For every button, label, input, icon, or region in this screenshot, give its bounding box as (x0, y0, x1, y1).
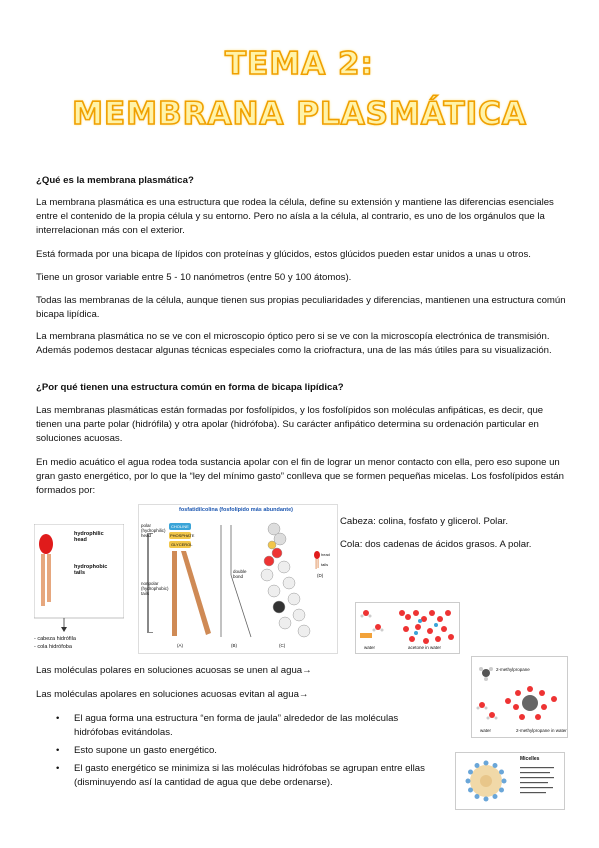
methylpropane-water-figure (471, 656, 568, 738)
double-bond-label: double bond (233, 569, 247, 579)
methylpropane-label: 2-methylpropane (496, 667, 530, 672)
heading-que-es: ¿Qué es la membrana plasmática? (36, 175, 194, 186)
heading-por-que: ¿Por qué tienen una estructura común en forma de bicapa lipídica? (36, 382, 344, 393)
phospholipid-simple-figure (34, 524, 124, 652)
cola-description: Cola: dos cadenas de ácidos grasos. A polar. (340, 538, 532, 550)
bullet-item-energy: • Esto supone un gasto energético. (56, 744, 426, 758)
nonpolar-tails-label: nonpolar (hydrophobic) tails (141, 581, 169, 596)
bullet-list (56, 712, 426, 794)
legend-cola: - cola hidrófoba (34, 644, 72, 650)
hydrophobic-tails-label: hydrophobic tails (74, 564, 108, 576)
panel-c-label: (C) (279, 643, 286, 648)
bullet-item-cage: • El agua forma una estructura “en forma de jaula” alrededor de las moléculas hidrófobas evitándolas. (56, 712, 426, 740)
panel-b-label: (B) (231, 643, 237, 648)
phosphatidylcholine-figure (138, 504, 338, 654)
panel-d-label: (D) (317, 573, 324, 578)
paragraph-fosfolipidos: Las membranas plasmáticas están formadas por fosfolípidos, y los fosfolípidos son moléculas anfipáticas, es decir, que tienen una parte polar (hidrófila) y otra apolar (hidrófoba). Su carácter anfipático determina su ordenación particular en soluciones acuosas. (36, 405, 544, 444)
acetone-water-figure (355, 602, 460, 654)
water-label-1: water (364, 645, 376, 650)
micelle-drawing (456, 753, 564, 809)
hydrophilic-head-label: hydrophilic head (74, 531, 104, 543)
methylpropane-in-water-label: 2-methylpropane in water (516, 728, 567, 733)
key-head-label: head (321, 552, 330, 557)
title-line1: TEMA 2: (225, 46, 374, 82)
paragraph-microscopia: La membrana plasmática no se ve con el microscopio óptico pero si se ve con la microscopía electrónica de transmisión. Además podemos destacar algunas técnicas especiales como la criofractura, una de las más útiles para su visualización. (36, 331, 552, 356)
phosphate-label: PHOSPHATE (170, 533, 195, 538)
bullet-item-minimize: • El gasto energético se minimiza si las moléculas hidrófobas se agrupan entre ellas (disminuyendo así la cantidad de agua que debe ordenarse). (56, 762, 426, 790)
polar-molecules-line: Las moléculas polares en soluciones acuosas se unen al agua→ (36, 665, 312, 676)
glycerol-label: GLYCEROL (171, 542, 193, 547)
phosphatidylcholine-drawing (139, 505, 337, 653)
paragraph-membranas: Todas las membranas de la célula, aunque tienen sus propias peculiaridades y diferencias, mantienen una estructura común bicapa lipídica. (36, 295, 566, 320)
acetone-in-water-label: acetone in water (408, 645, 442, 650)
paragraph-bicapa: Está formada por una bicapa de lípidos con proteínas y glúcidos, estos glúcidos pueden estar unidos a unas u otros. (36, 249, 531, 260)
choline-label: CHOLINE (171, 524, 189, 529)
title-line2: MEMBRANA PLASMÁTICA (72, 96, 527, 132)
legend-cabeza: - cabeza hidrófila (34, 636, 76, 642)
paragraph-definicion: La membrana plasmática es una estructura que rodea la célula, define su extensión y mantiene las diferencias esenciales entre el contenido de la propia célula y su entorno. Pero no aísla a la célula, al contrario, es uno de los orgánulos que la interrelacionan más con el exterior. (36, 197, 554, 236)
polar-head-label: polar (hydrophilic) head (141, 523, 166, 538)
micelles-title: Micelles (520, 756, 540, 762)
cabeza-description: Cabeza: colina, fosfato y glicerol. Polar. (340, 515, 508, 527)
micelle-figure (455, 752, 565, 810)
paragraph-medio-acuatico: En medio acuático el agua rodea toda sustancia apolar con el fin de lograr un menor contacto con ella, pero eso supone un gran gasto energético, por lo que la “ley del mínimo gasto” conlleva que se formen pequeñas micelas. Los fosfolípidos están formados por: (36, 457, 564, 496)
apolar-molecules-line: Las moléculas apolares en soluciones acuosas evitan al agua→ (36, 689, 309, 700)
water-label-2: water (480, 728, 492, 733)
phospholipid-simple-drawing (34, 524, 124, 652)
paragraph-grosor: Tiene un grosor variable entre 5 - 10 nanómetros (entre 50 y 100 átomos). (36, 272, 352, 283)
key-tails-label: tails (321, 562, 329, 567)
phosphatidylcholine-title: fosfatidilcolina (fosfolípido más abundante) (179, 507, 293, 513)
panel-a-label: (A) (177, 643, 183, 648)
